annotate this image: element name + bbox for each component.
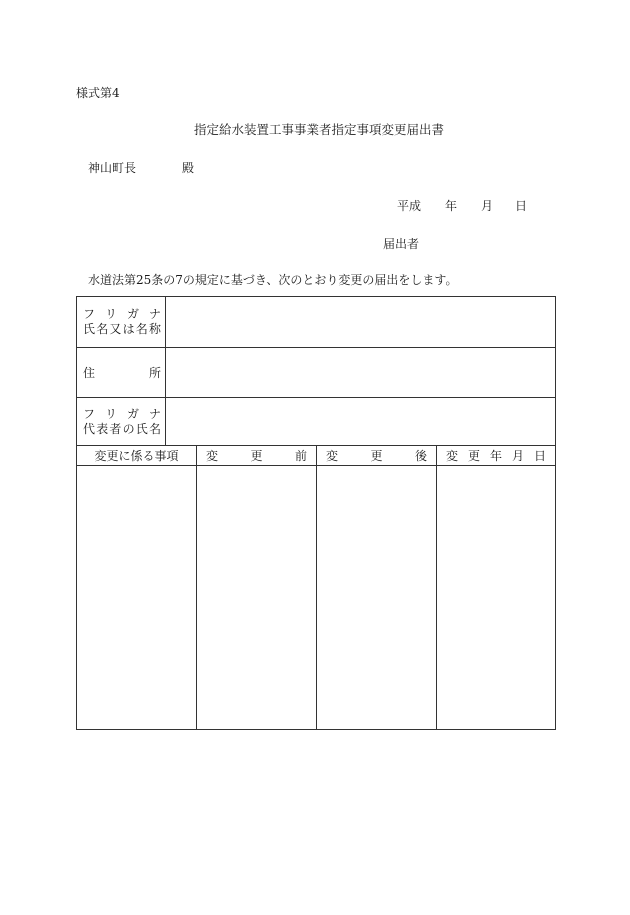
change-before-field[interactable] xyxy=(197,466,316,729)
info-label-representative xyxy=(77,398,166,445)
info-label-address xyxy=(77,348,166,397)
name-field[interactable] xyxy=(166,297,555,347)
date-day-label: 日 xyxy=(515,199,528,213)
representative-field[interactable] xyxy=(166,398,555,445)
header-after xyxy=(317,449,436,463)
label-char: 名 xyxy=(135,322,148,336)
date-year-label: 年 xyxy=(445,199,458,213)
header-char: 変 xyxy=(446,449,459,463)
header-before xyxy=(197,449,316,463)
change-item-field[interactable] xyxy=(77,466,196,729)
honorific: 殿 xyxy=(182,161,195,175)
label-char: 所 xyxy=(148,366,161,380)
date-month-label: 月 xyxy=(481,199,494,213)
header-text: 変更に係る事項 xyxy=(94,449,179,463)
submitter-label: 届出者 xyxy=(383,237,420,251)
label-char: リ xyxy=(104,307,117,321)
label-char: ナ xyxy=(148,407,161,421)
label-char: の xyxy=(122,422,135,436)
label-char: 代 xyxy=(83,422,96,436)
address-field[interactable] xyxy=(166,348,555,397)
label-char: フ xyxy=(83,307,96,321)
label-line-furigana xyxy=(83,407,161,421)
info-row-name xyxy=(77,297,555,348)
change-table xyxy=(76,446,556,730)
label-char: ガ xyxy=(126,407,139,421)
label-char: 表 xyxy=(96,422,109,436)
label-line-name xyxy=(83,322,161,336)
document-title: 指定給水装置工事事業者指定事項変更届出書 xyxy=(193,122,444,137)
label-char: 称 xyxy=(148,322,161,336)
info-row-representative xyxy=(77,398,555,445)
header-char: 変 xyxy=(326,449,339,463)
label-char: 氏 xyxy=(135,422,148,436)
label-char: ナ xyxy=(148,307,161,321)
change-date-field[interactable] xyxy=(437,466,555,729)
label-char: リ xyxy=(104,407,117,421)
header-change-date xyxy=(437,449,555,463)
label-char: 名 xyxy=(96,322,109,336)
label-char: 又 xyxy=(109,322,122,336)
label-line-furigana xyxy=(83,307,161,321)
header-char: 月 xyxy=(511,449,524,463)
header-change-item xyxy=(77,449,196,463)
change-col-item xyxy=(77,446,197,729)
header-char: 更 xyxy=(467,449,480,463)
change-after-field[interactable] xyxy=(317,466,436,729)
change-col-date xyxy=(437,446,555,729)
header-char: 変 xyxy=(206,449,219,463)
header-char: 更 xyxy=(370,449,383,463)
info-row-address xyxy=(77,348,555,398)
label-char: フ xyxy=(83,407,96,421)
label-char: は xyxy=(122,322,135,336)
date-era: 平成 xyxy=(397,199,422,213)
form-number: 様式第4 xyxy=(76,86,120,100)
header-char: 年 xyxy=(489,449,502,463)
change-col-after xyxy=(317,446,437,729)
header-char: 前 xyxy=(294,449,307,463)
applicant-info-table xyxy=(76,296,556,446)
label-line-representative xyxy=(83,422,161,436)
label-char: ガ xyxy=(126,307,139,321)
info-label-name xyxy=(77,297,166,347)
header-char: 日 xyxy=(533,449,546,463)
label-char: 氏 xyxy=(83,322,96,336)
label-char: 名 xyxy=(148,422,161,436)
label-char: 者 xyxy=(109,422,122,436)
statement: 水道法第25条の7の規定に基づき、次のとおり変更の届出をします。 xyxy=(88,273,458,287)
label-line-address xyxy=(83,366,161,380)
header-char: 更 xyxy=(250,449,263,463)
header-char: 後 xyxy=(414,449,427,463)
label-char: 住 xyxy=(83,366,96,380)
change-col-before xyxy=(197,446,317,729)
addressee: 神山町長 xyxy=(88,161,137,175)
